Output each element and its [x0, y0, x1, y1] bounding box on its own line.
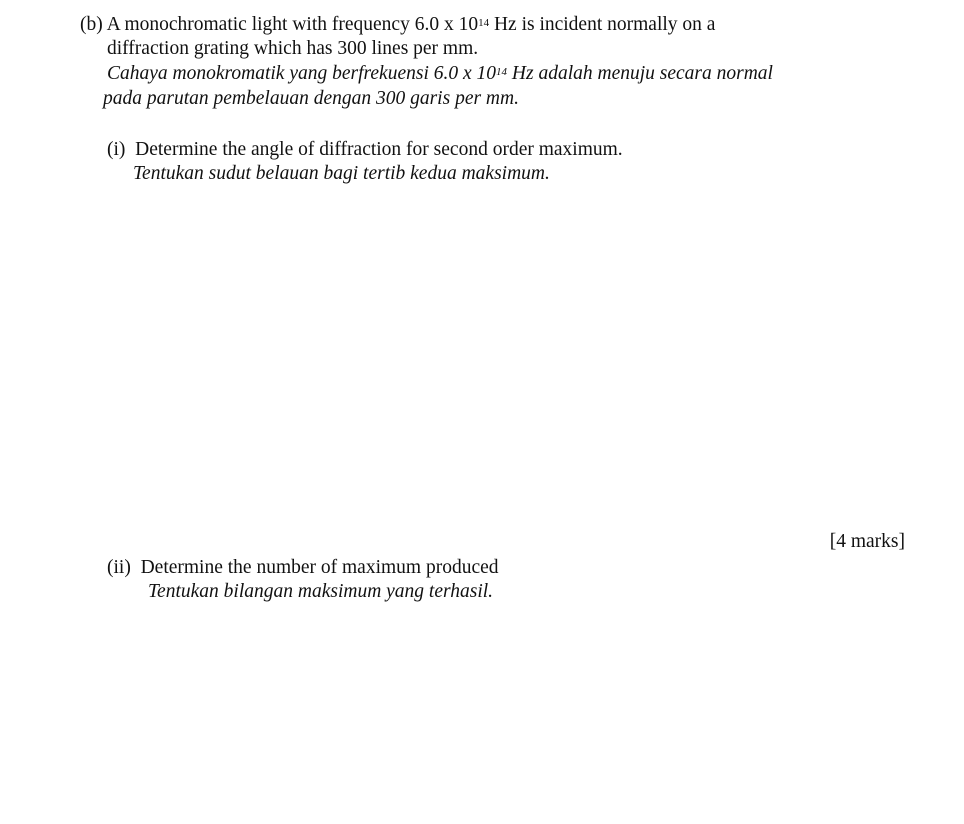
question-text: Cahaya monokromatik yang berfrekuensi 6.0 x 10	[107, 63, 497, 84]
part-text: Determine the angle of diffraction for second order maximum.	[135, 139, 623, 160]
part-ii-question	[107, 556, 499, 580]
question-b-line-1	[80, 13, 715, 37]
question-b-malay-line-1	[107, 62, 773, 86]
part-label: (i)	[107, 139, 126, 160]
question-label: (b)	[80, 14, 103, 35]
question-b-malay-line-2: pada parutan pembelauan dengan 300 garis per mm.	[103, 88, 519, 109]
part-label: (ii)	[107, 557, 131, 578]
question-text: Hz adalah menuju secara normal	[507, 63, 773, 84]
part-i-question	[107, 138, 623, 162]
part-ii-malay: Tentukan bilangan maksimum yang terhasil.	[148, 581, 494, 602]
part-i-malay: Tentukan sudut belauan bagi tertib kedua maksimum.	[133, 163, 550, 184]
question-text: A monochromatic light with frequency 6.0 x 10	[106, 14, 479, 35]
marks-label: [4 marks]	[829, 531, 905, 552]
question-b-line-2: diffraction grating which has 300 lines per mm.	[107, 38, 479, 59]
exponent: 14	[496, 66, 508, 78]
part-text: Determine the number of maximum produced	[140, 557, 499, 578]
exponent: 14	[478, 17, 490, 29]
question-text: Hz is incident normally on a	[489, 14, 716, 35]
